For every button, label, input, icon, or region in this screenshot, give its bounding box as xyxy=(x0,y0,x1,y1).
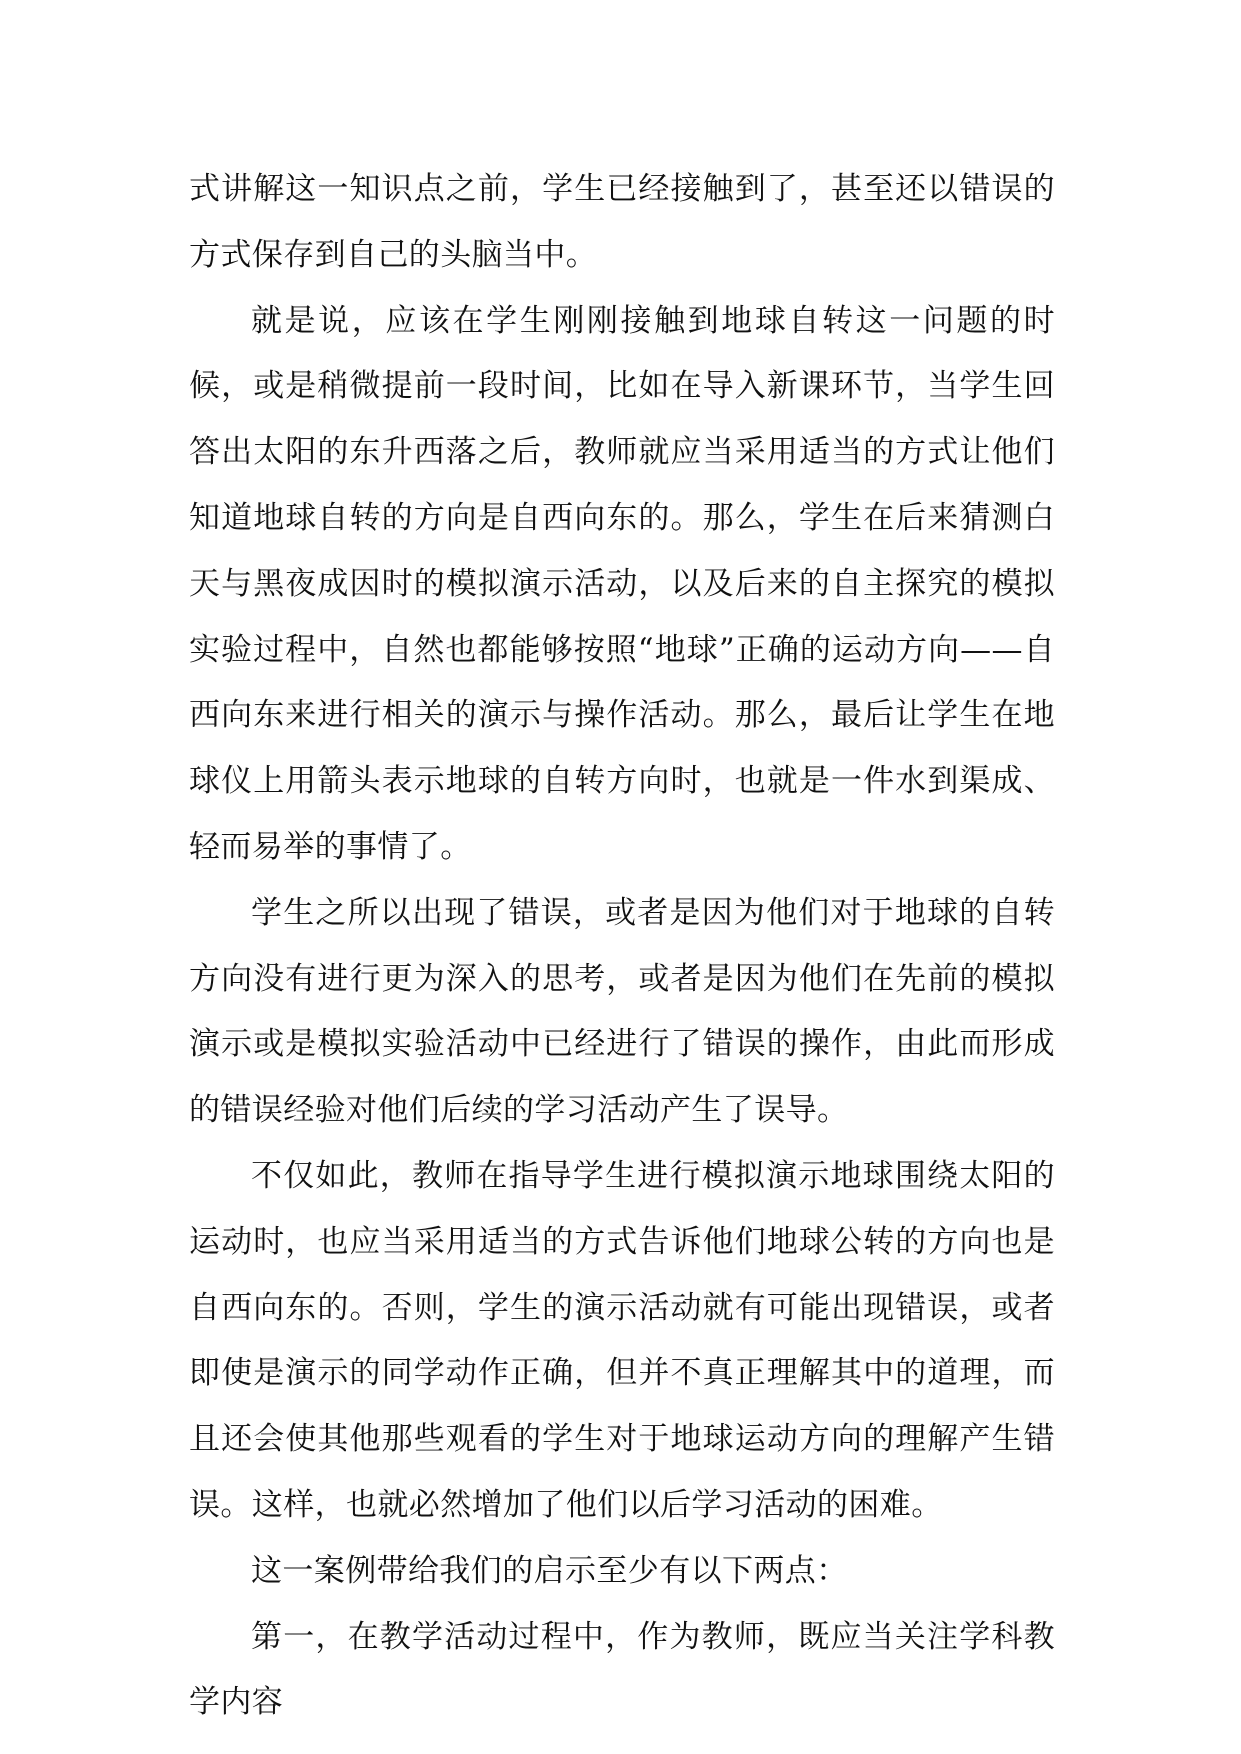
paragraph: 就是说，应该在学生刚刚接触到地球自转这一问题的时候，或是稍微提前一段时间，比如在导入新课环节，当学生回答出太阳的东升西落之后，教师就应当采用适当的方式让他们知道地球自转的方向是自西向东的。那么，学生在后来猜测白天与黑夜成因时的模拟演示活动，以及后来的自主探究的模拟实验过程中，自然也都能够按照“地球”正确的运动方向——自西向东来进行相关的演示与操作活动。那么，最后让学生在地球仪上用箭头表示地球的自转方向时，也就是一件水到渠成、轻而易举的事情了。 xyxy=(189,302,1055,865)
paragraph: 这一案例带给我们的启示至少有以下两点： xyxy=(251,1552,848,1589)
paragraph: 学生之所以出现了错误，或者是因为他们对于地球的自转方向没有进行更为深入的思考，或者是因为他们在先前的模拟演示或是模拟实验活动中已经进行了错误的操作，由此而形成的错误经验对他们后续的学习活动产生了误导。 xyxy=(189,894,1055,1129)
paragraph: 第一，在教学活动过程中，作为教师，既应当关注学科教学内容 xyxy=(189,1618,1055,1721)
paragraph: 不仅如此，教师在指导学生进行模拟演示地球围绕太阳的运动时，也应当采用适当的方式告诉他们地球公转的方向也是自西向东的。否则，学生的演示活动就有可能出现错误，或者即使是演示的同学动作正确，但并不真正理解其中的道理，而且还会使其他那些观看的学生对于地球运动方向的理解产生错误。这样，也就必然增加了他们以后学习活动的困难。 xyxy=(189,1157,1055,1523)
body-text xyxy=(189,157,1055,1736)
paragraph-continuation: 式讲解这一知识点之前，学生已经接触到了，甚至还以错误的方式保存到自己的头脑当中。 xyxy=(189,171,1055,273)
